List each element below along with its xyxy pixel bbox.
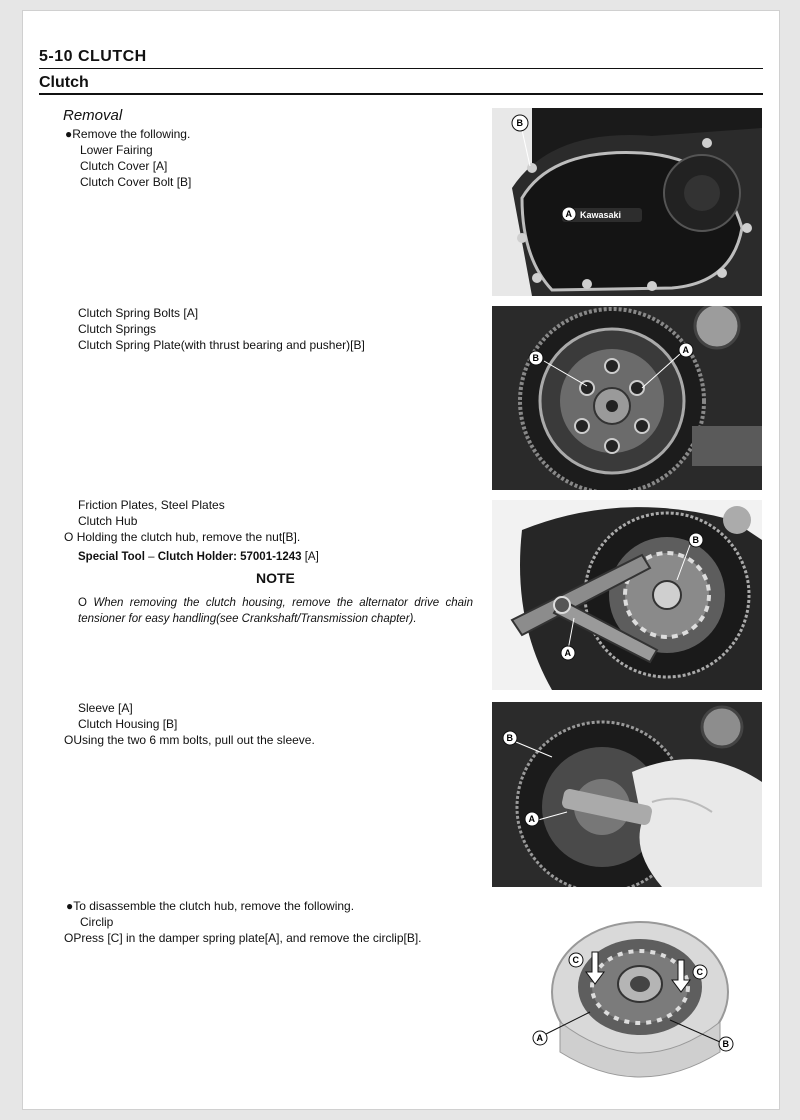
figure-label: A [682,345,689,355]
step3-sub [64,529,300,545]
step2-item: Clutch Spring Plate(with thrust bearing and pusher)[B] [78,338,365,352]
figure-sleeve-photo [492,702,762,887]
figure-label: A [536,1033,543,1043]
removal-heading: Removal [63,107,123,124]
step4-sub [64,732,315,748]
special-tool-label: Special Tool [78,551,145,563]
figure-label: B [722,1039,729,1049]
figure-clutch-holder-photo [492,500,762,690]
brand-logo-text: Kawasaki [580,210,622,220]
step3-sub-text: Holding the clutch hub, remove the nut[B]. [76,530,301,544]
sub-bullet-icon: O [64,530,74,544]
figure-label: B [506,733,513,743]
special-tool-ref: [A] [304,551,319,563]
note-text: When removing the clutch housing, remove the alternator drive chain tensioner for easy handling(see Crankshaft/Transmission chapter). [78,597,473,625]
note-heading: NOTE [256,570,295,586]
figure-label: B [516,118,523,128]
step2-item: Clutch Springs [78,322,157,336]
figure-label: C [696,967,703,977]
special-tool-line [78,549,319,565]
title-rule [39,93,763,95]
step4-sub-text: Using the two 6 mm bolts, pull out the sleeve. [73,733,315,747]
bullet-icon: ● [66,899,74,913]
step1-lead-text: Remove the following. [72,127,191,141]
figure-clutch-springs-photo [492,306,762,490]
sub-bullet-icon: O [78,597,87,609]
header-rule [39,68,763,69]
figure-clutch-cover-photo [492,108,762,296]
step5-item: Circlip [80,915,114,929]
figure-label: C [572,955,579,965]
step1-item: Clutch Cover Bolt [B] [80,175,192,189]
figure-label: A [565,209,572,219]
figure-label: A [528,814,535,824]
step5-lead-text: To disassemble the clutch hub, remove the following. [73,899,355,913]
special-tool-name: Clutch Holder: [157,551,237,563]
special-tool-dash: – [144,551,158,563]
step5-lead [66,898,354,914]
step3-item: Clutch Hub [78,514,138,528]
figure-clutch-hub-photo [520,902,760,1084]
bullet-icon: ● [65,127,73,141]
step1-lead [65,126,190,142]
figure-label: A [564,648,571,658]
step5-sub-text: Press [C] in the damper spring plate[A], and remove the circlip[B]. [73,931,422,945]
step4-item: Clutch Housing [B] [78,717,178,731]
special-tool-number: 57001-1243 [240,551,302,563]
step4-item: Sleeve [A] [78,701,133,715]
note-body [78,595,473,627]
sub-bullet-icon: O [64,931,74,945]
step3-item: Friction Plates, Steel Plates [78,498,225,512]
figure-label: B [692,535,699,545]
page-title: Clutch [39,74,89,91]
step1-item: Clutch Cover [A] [80,159,168,173]
section-header: 5-10 CLUTCH [39,48,147,65]
step1-item: Lower Fairing [80,143,153,157]
sub-bullet-icon: O [64,733,74,747]
step2-item: Clutch Spring Bolts [A] [78,306,199,320]
step5-sub [64,930,422,946]
figure-label: B [532,353,539,363]
